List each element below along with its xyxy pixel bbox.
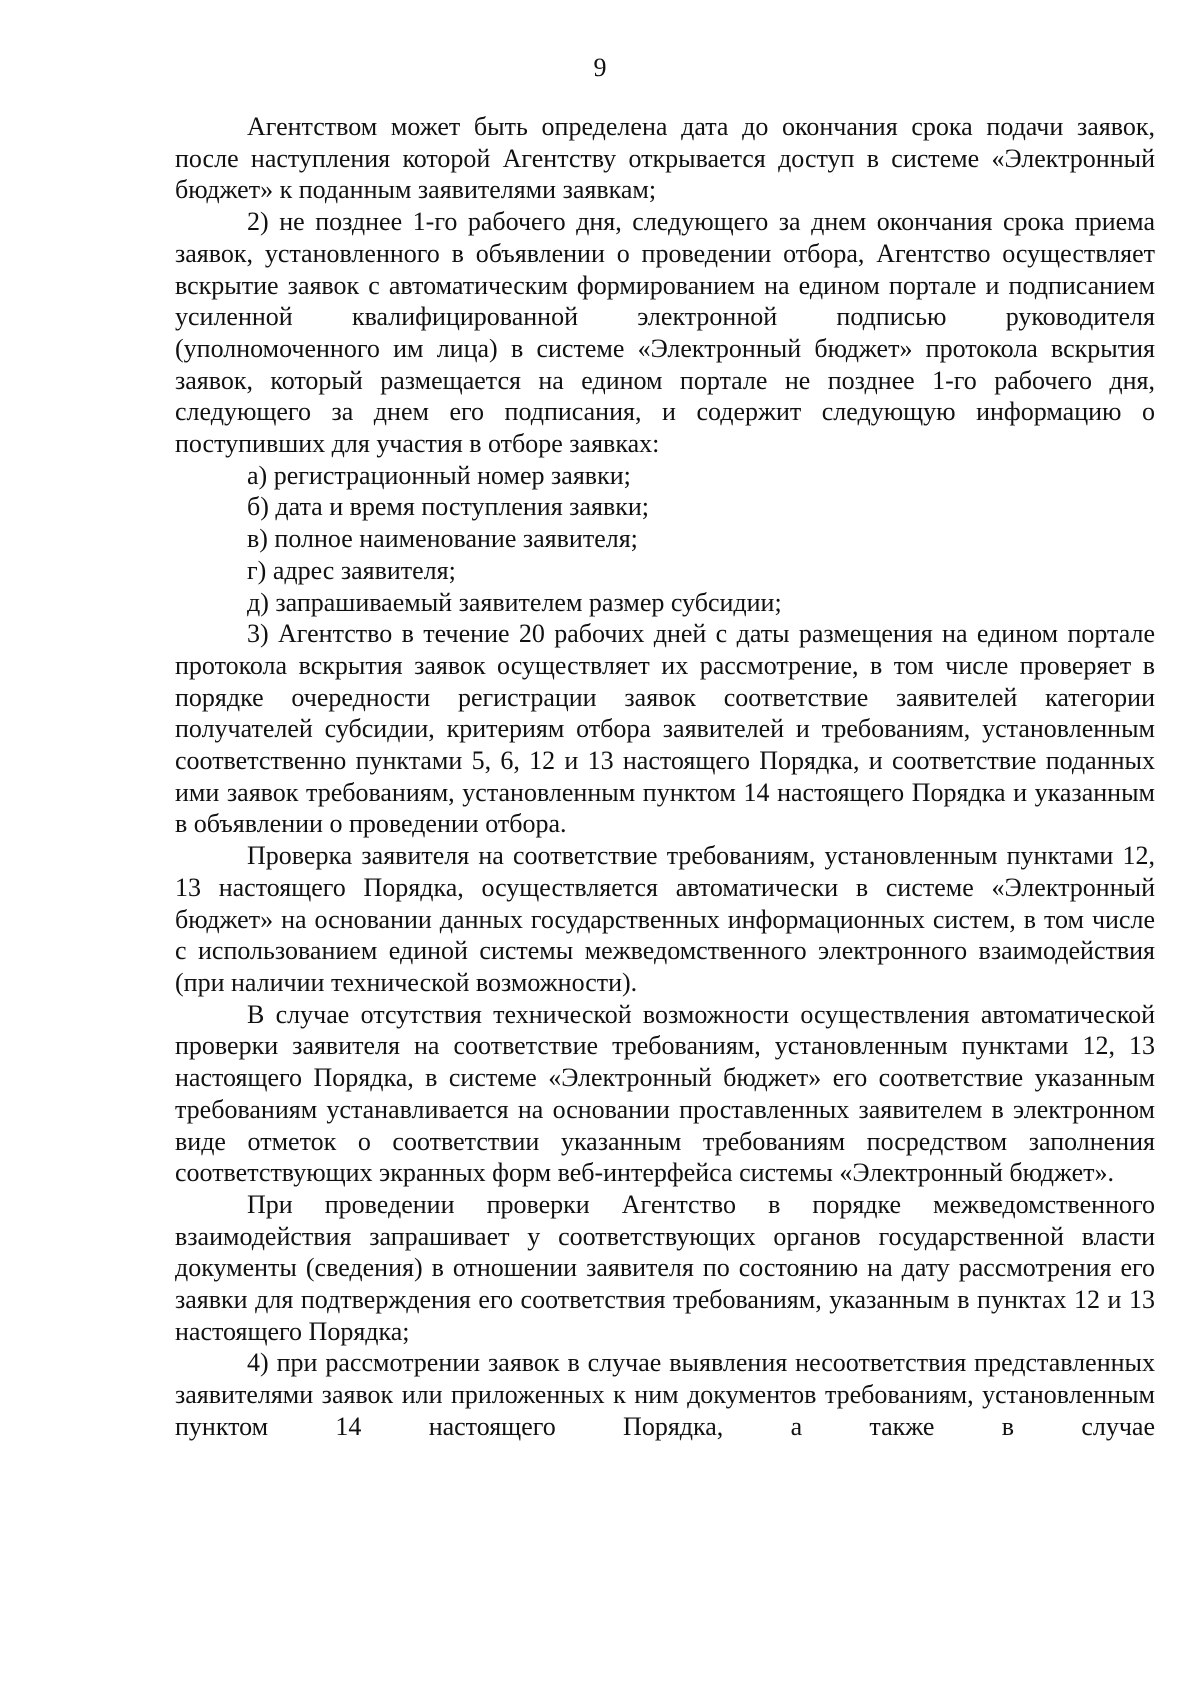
- page-number: 9: [593, 53, 607, 82]
- paragraph-item-3: 3) Агентство в течение 20 рабочих дней с даты размещения на едином портале протокола вскрытия заявок осуществляет их рассмотрение, в том числе проверяет в порядке очередности регистрации заявок соответствие заявителей категории получателей субсидии, критериям отбора заявителей и требованиям, установленным соответственно пунктами 5, 6, 12 и 13 настоящего Порядка, и соответствие поданных ими заявок требованиям, установленным пунктом 14 настоящего Порядка и указанным в объявлении о проведении отбора.: [175, 619, 1155, 839]
- list-item-g: г) адрес заявителя;: [247, 555, 456, 585]
- list-item-b: б) дата и время поступления заявки;: [247, 492, 649, 522]
- paragraph-no-technical-possibility: В случае отсутствия технической возможности осуществления автоматической проверки заявителя на соответствие требованиям, установленным пунктами 12, 13 настоящего Порядка, в системе «Электронный бюджет» его соответствие указанным требованиям устанавливается на основании проставленных заявителем в электронном виде отметок о соответствии указанным требованиям посредством заполнения соответствующих экранных форм веб-интерфейса системы «Электронный бюджет».: [175, 999, 1155, 1188]
- paragraph-item-4: 4) при рассмотрении заявок в случае выявления несоответствия представленных заявителями заявок или приложенных к ним документов требованиям, установленным пунктом 14 настоящего Порядка, а также в случае: [175, 1348, 1155, 1441]
- list-item-v: в) полное наименование заявителя;: [247, 524, 638, 554]
- paragraph-automatic-check: Проверка заявителя на соответствие требованиям, установленным пунктами 12, 13 настоящего Порядка, осуществляется автоматически в системе «Электронный бюджет» на основании данных государственных информационных систем, в том числе с использованием единой системы межведомственного электронного взаимодействия (при наличии технической возможности).: [175, 841, 1155, 997]
- paragraph-item-2: 2) не позднее 1-го рабочего дня, следующего за днем окончания срока приема заявок, установленного в объявлении о проведении отбора, Агентство осуществляет вскрытие заявок с автоматическим формированием на едином портале и подписанием усиленной квалифицированной электронной подписью руководителя (уполномоченного им лица) в системе «Электронный бюджет» протокола вскрытия заявок, который размещается на едином портале не позднее 1-го рабочего дня, следующего за днем его подписания, и содержит следующую информацию о поступивших для участия в отборе заявках:: [175, 207, 1155, 459]
- list-item-a: а) регистрационный номер заявки;: [247, 460, 631, 490]
- paragraph-budget-access: Агентством может быть определена дата до окончания срока подачи заявок, после наступления которой Агентству открывается доступ в системе «Электронный бюджет» к поданным заявителями заявкам;: [175, 112, 1155, 205]
- paragraph-interagency-request: При проведении проверки Агентство в порядке межведомственного взаимодействия запрашивает у соответствующих органов государственной власти документы (сведения) в отношении заявителя по состоянию на дату рассмотрения его заявки для подтверждения его соответствия требованиям, указанным в пунктах 12 и 13 настоящего Порядка;: [175, 1189, 1155, 1346]
- list-item-d: д) запрашиваемый заявителем размер субсидии;: [247, 587, 782, 617]
- document-body: [175, 111, 1155, 1443]
